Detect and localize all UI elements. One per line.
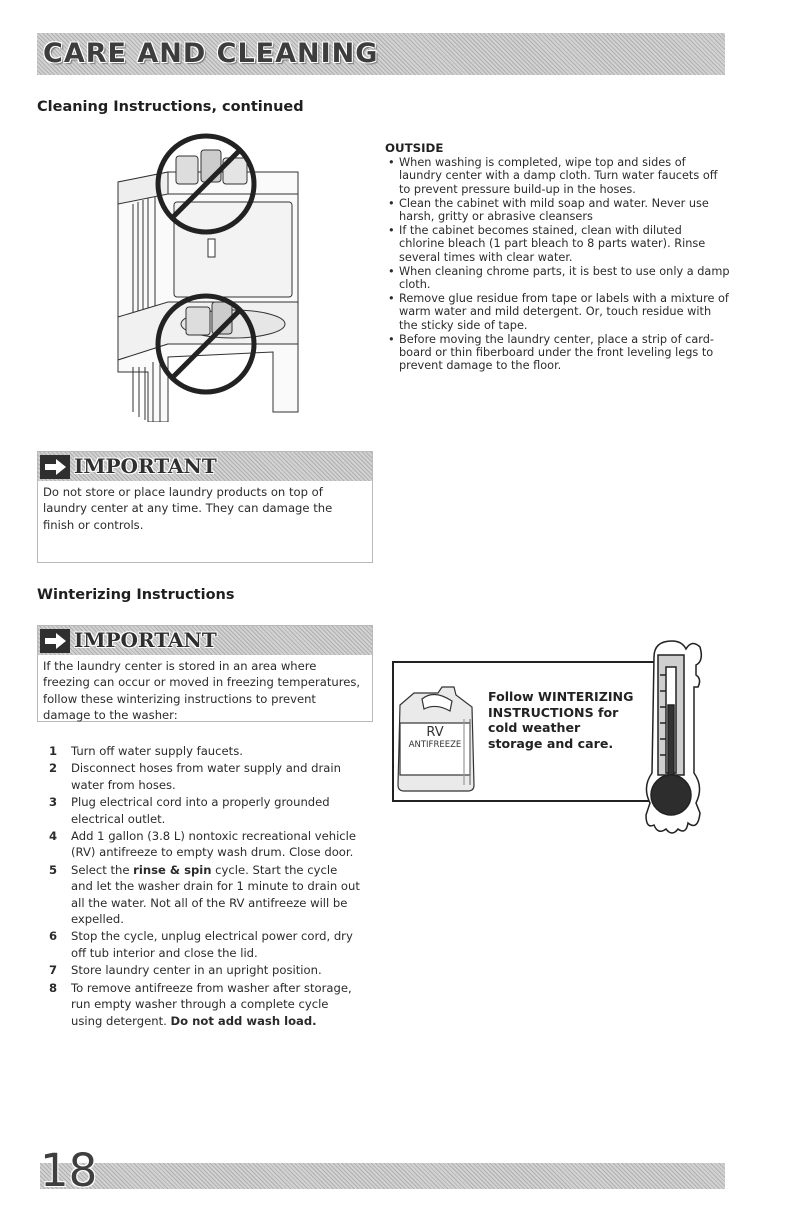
outside-bullet-list xyxy=(385,156,730,372)
cleaning-heading: Cleaning Instructions, continued xyxy=(37,99,304,115)
section-title-bar xyxy=(37,33,725,75)
step-item: 1 Turn off water supply faucets. xyxy=(49,744,243,758)
step-item: 8 To remove antifreeze from washer after storage, run empty washer through a complete cycle using detergent. Do not add wash load. xyxy=(49,980,352,1028)
outside-bullet: • When washing is completed, wipe top and sides of laundry center with a damp cloth. Turn water faucets off to prevent pressure build-up in the hoses. xyxy=(385,156,730,196)
outside-bullet: • Remove glue residue from tape or labels with a mixture of warm water and mild detergent. Or, touch residue with the sticky side of tape. xyxy=(385,292,730,332)
winterizing-steps xyxy=(49,743,361,1030)
thermometer-icon xyxy=(642,635,704,838)
important-text: If the laundry center is stored in an area where freezing can occur or moved in freezing temperatures, follow these winterizing instructions to prevent damage to the washer: xyxy=(43,659,361,722)
important-notice-cleaning xyxy=(37,451,373,563)
important-text: Do not store or place laundry products on top of laundry center at any time. They can damage the finish or controls. xyxy=(43,485,333,532)
important-notice-winterizing xyxy=(37,625,373,722)
outside-bullet: • Clean the cabinet with mild soap and water. Never use harsh, gritty or abrasive cleansers xyxy=(385,197,730,223)
jug-sublabel: ANTIFREEZE xyxy=(408,740,462,750)
step-item: 4 Add 1 gallon (3.8 L) nontoxic recreational vehicle (RV) antifreeze to empty wash drum. Close door. xyxy=(49,829,357,860)
winterizing-callout xyxy=(392,661,674,802)
step-item: 7 Store laundry center in an upright position. xyxy=(49,963,322,978)
arrow-right-icon xyxy=(40,629,70,653)
arrow-right-icon xyxy=(40,455,70,479)
step-item: 6 Stop the cycle, unplug electrical power cord, dry off tub interior and close the lid. xyxy=(49,929,353,960)
page-title: CARE AND CLEANING xyxy=(43,38,379,69)
outside-bullet: • Before moving the laundry center, place a strip of card-board or thin fiberboard under the front leveling legs to prevent damage to the floor. xyxy=(385,333,730,373)
step-item: 5 Select the rinse & spin cycle. Start the cycle and let the washer drain for 1 minute to drain out all the water. Not all of the RV antifreeze will be expelled. xyxy=(49,862,360,927)
outside-bullet: • When cleaning chrome parts, it is best to use only a damp cloth. xyxy=(385,265,730,291)
winterizing-heading: Winterizing Instructions xyxy=(37,587,235,603)
important-label: IMPORTANT xyxy=(74,628,217,652)
important-header xyxy=(38,626,372,655)
step-item: 2 Disconnect hoses from water supply and drain water from hoses. xyxy=(49,761,341,792)
footer-bar xyxy=(40,1163,725,1189)
outside-instructions xyxy=(385,142,730,373)
step-item: 3 Plug electrical cord into a properly grounded electrical outlet. xyxy=(49,795,330,826)
important-header xyxy=(38,452,372,481)
laundry-center-illustration xyxy=(108,132,304,422)
page-number: 18 xyxy=(40,1144,98,1197)
outside-bullet: • If the cabinet becomes stained, clean with diluted chlorine bleach (1 part bleach to 8 parts water). Rinse several times with clear water. xyxy=(385,224,730,264)
outside-title: OUTSIDE xyxy=(385,141,444,155)
important-label: IMPORTANT xyxy=(74,454,217,478)
winterizing-callout-text: Follow WINTERIZING INSTRUCTIONS for cold weather storage and care. xyxy=(488,689,634,751)
jug-label: RV xyxy=(426,725,444,740)
